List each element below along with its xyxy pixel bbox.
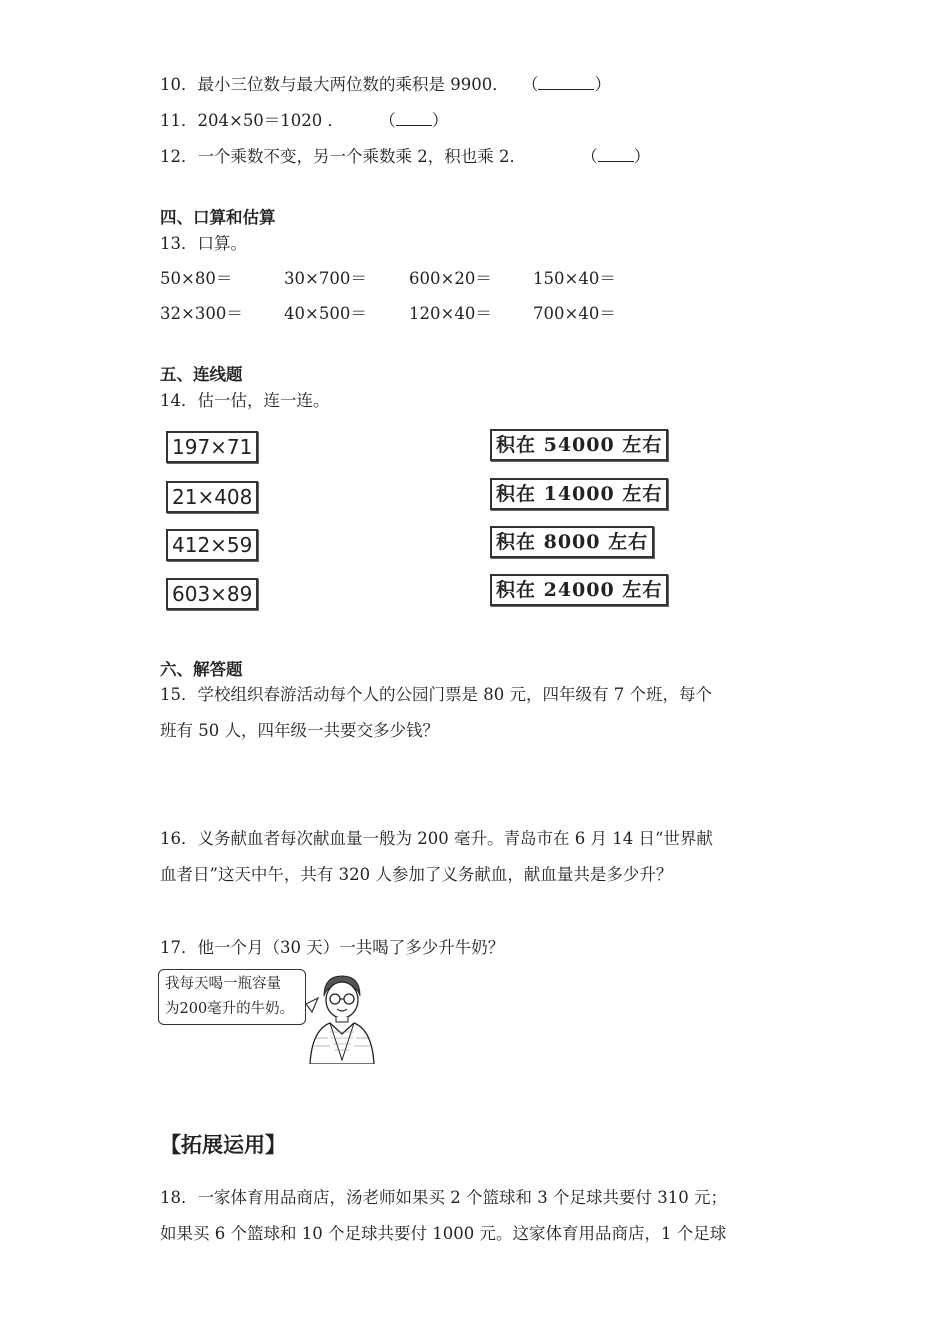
section-6-title: 六、解答题 bbox=[160, 660, 243, 679]
oral-item: 40×500＝ bbox=[284, 304, 367, 323]
question-16-line-1: 16．义务献血者每次献血量一般为 200 毫升。青岛市在 6 月 14 日“世界献 bbox=[160, 829, 713, 848]
match-right-item[interactable]: 积在 54000 左右 bbox=[490, 429, 668, 461]
question-16-line-2: 血者日”这天中午，共有 320 人参加了义务献血，献血量共是多少升？ bbox=[160, 865, 673, 884]
match-left-item[interactable]: 197×71 bbox=[166, 431, 258, 463]
match-right-item[interactable]: 积在 24000 左右 bbox=[490, 574, 668, 606]
question-18-line-1: 18．一家体育用品商店，汤老师如果买 2 个篮球和 3 个足球共要付 310 元； bbox=[160, 1188, 727, 1207]
oral-item: 600×20＝ bbox=[409, 269, 492, 288]
oral-item: 50×80＝ bbox=[160, 269, 233, 288]
teacher-illustration bbox=[300, 968, 376, 1064]
question-13: 13．口算。 bbox=[160, 234, 247, 253]
question-14: 14．估一估，连一连。 bbox=[160, 391, 330, 410]
oral-item: 150×40＝ bbox=[533, 269, 616, 288]
match-left-item[interactable]: 603×89 bbox=[166, 578, 258, 610]
question-10: 10．最小三位数与最大两位数的乘积是 9900． （ ） bbox=[160, 75, 611, 94]
speech-bubble: 我每天喝一瓶容量 为200毫升的牛奶。 bbox=[158, 969, 306, 1025]
oral-item: 30×700＝ bbox=[284, 269, 367, 288]
answer-blank[interactable] bbox=[538, 75, 594, 90]
section-5-title: 五、连线题 bbox=[160, 365, 243, 384]
answer-blank[interactable] bbox=[396, 111, 432, 126]
question-17: 17．他一个月（30 天）一共喝了多少升牛奶？ bbox=[160, 938, 505, 957]
question-18-line-2: 如果买 6 个篮球和 10 个足球共要付 1000 元。这家体育用品商店，1 个足球 bbox=[160, 1224, 727, 1243]
question-15-line-1: 15．学校组织春游活动每个人的公园门票是 80 元，四年级有 7 个班，每个 bbox=[160, 685, 712, 704]
match-right-item[interactable]: 积在 14000 左右 bbox=[490, 478, 668, 510]
oral-item: 700×40＝ bbox=[533, 304, 616, 323]
oral-item: 120×40＝ bbox=[409, 304, 492, 323]
question-15-line-2: 班有 50 人，四年级一共要交多少钱？ bbox=[160, 721, 439, 740]
match-left-item[interactable]: 412×59 bbox=[166, 529, 258, 561]
question-11: 11．204×50＝1020 ． （ ） bbox=[160, 111, 449, 130]
oral-item: 32×300＝ bbox=[160, 304, 243, 323]
extension-title: 【拓展运用】 bbox=[160, 1133, 286, 1157]
section-4-title: 四、口算和估算 bbox=[160, 208, 276, 227]
match-right-item[interactable]: 积在 8000 左右 bbox=[490, 526, 654, 558]
question-12: 12．一个乘数不变，另一个乘数乘 2，积也乘 2． （ ） bbox=[160, 147, 651, 166]
answer-blank[interactable] bbox=[598, 147, 634, 162]
match-left-item[interactable]: 21×408 bbox=[166, 481, 258, 513]
